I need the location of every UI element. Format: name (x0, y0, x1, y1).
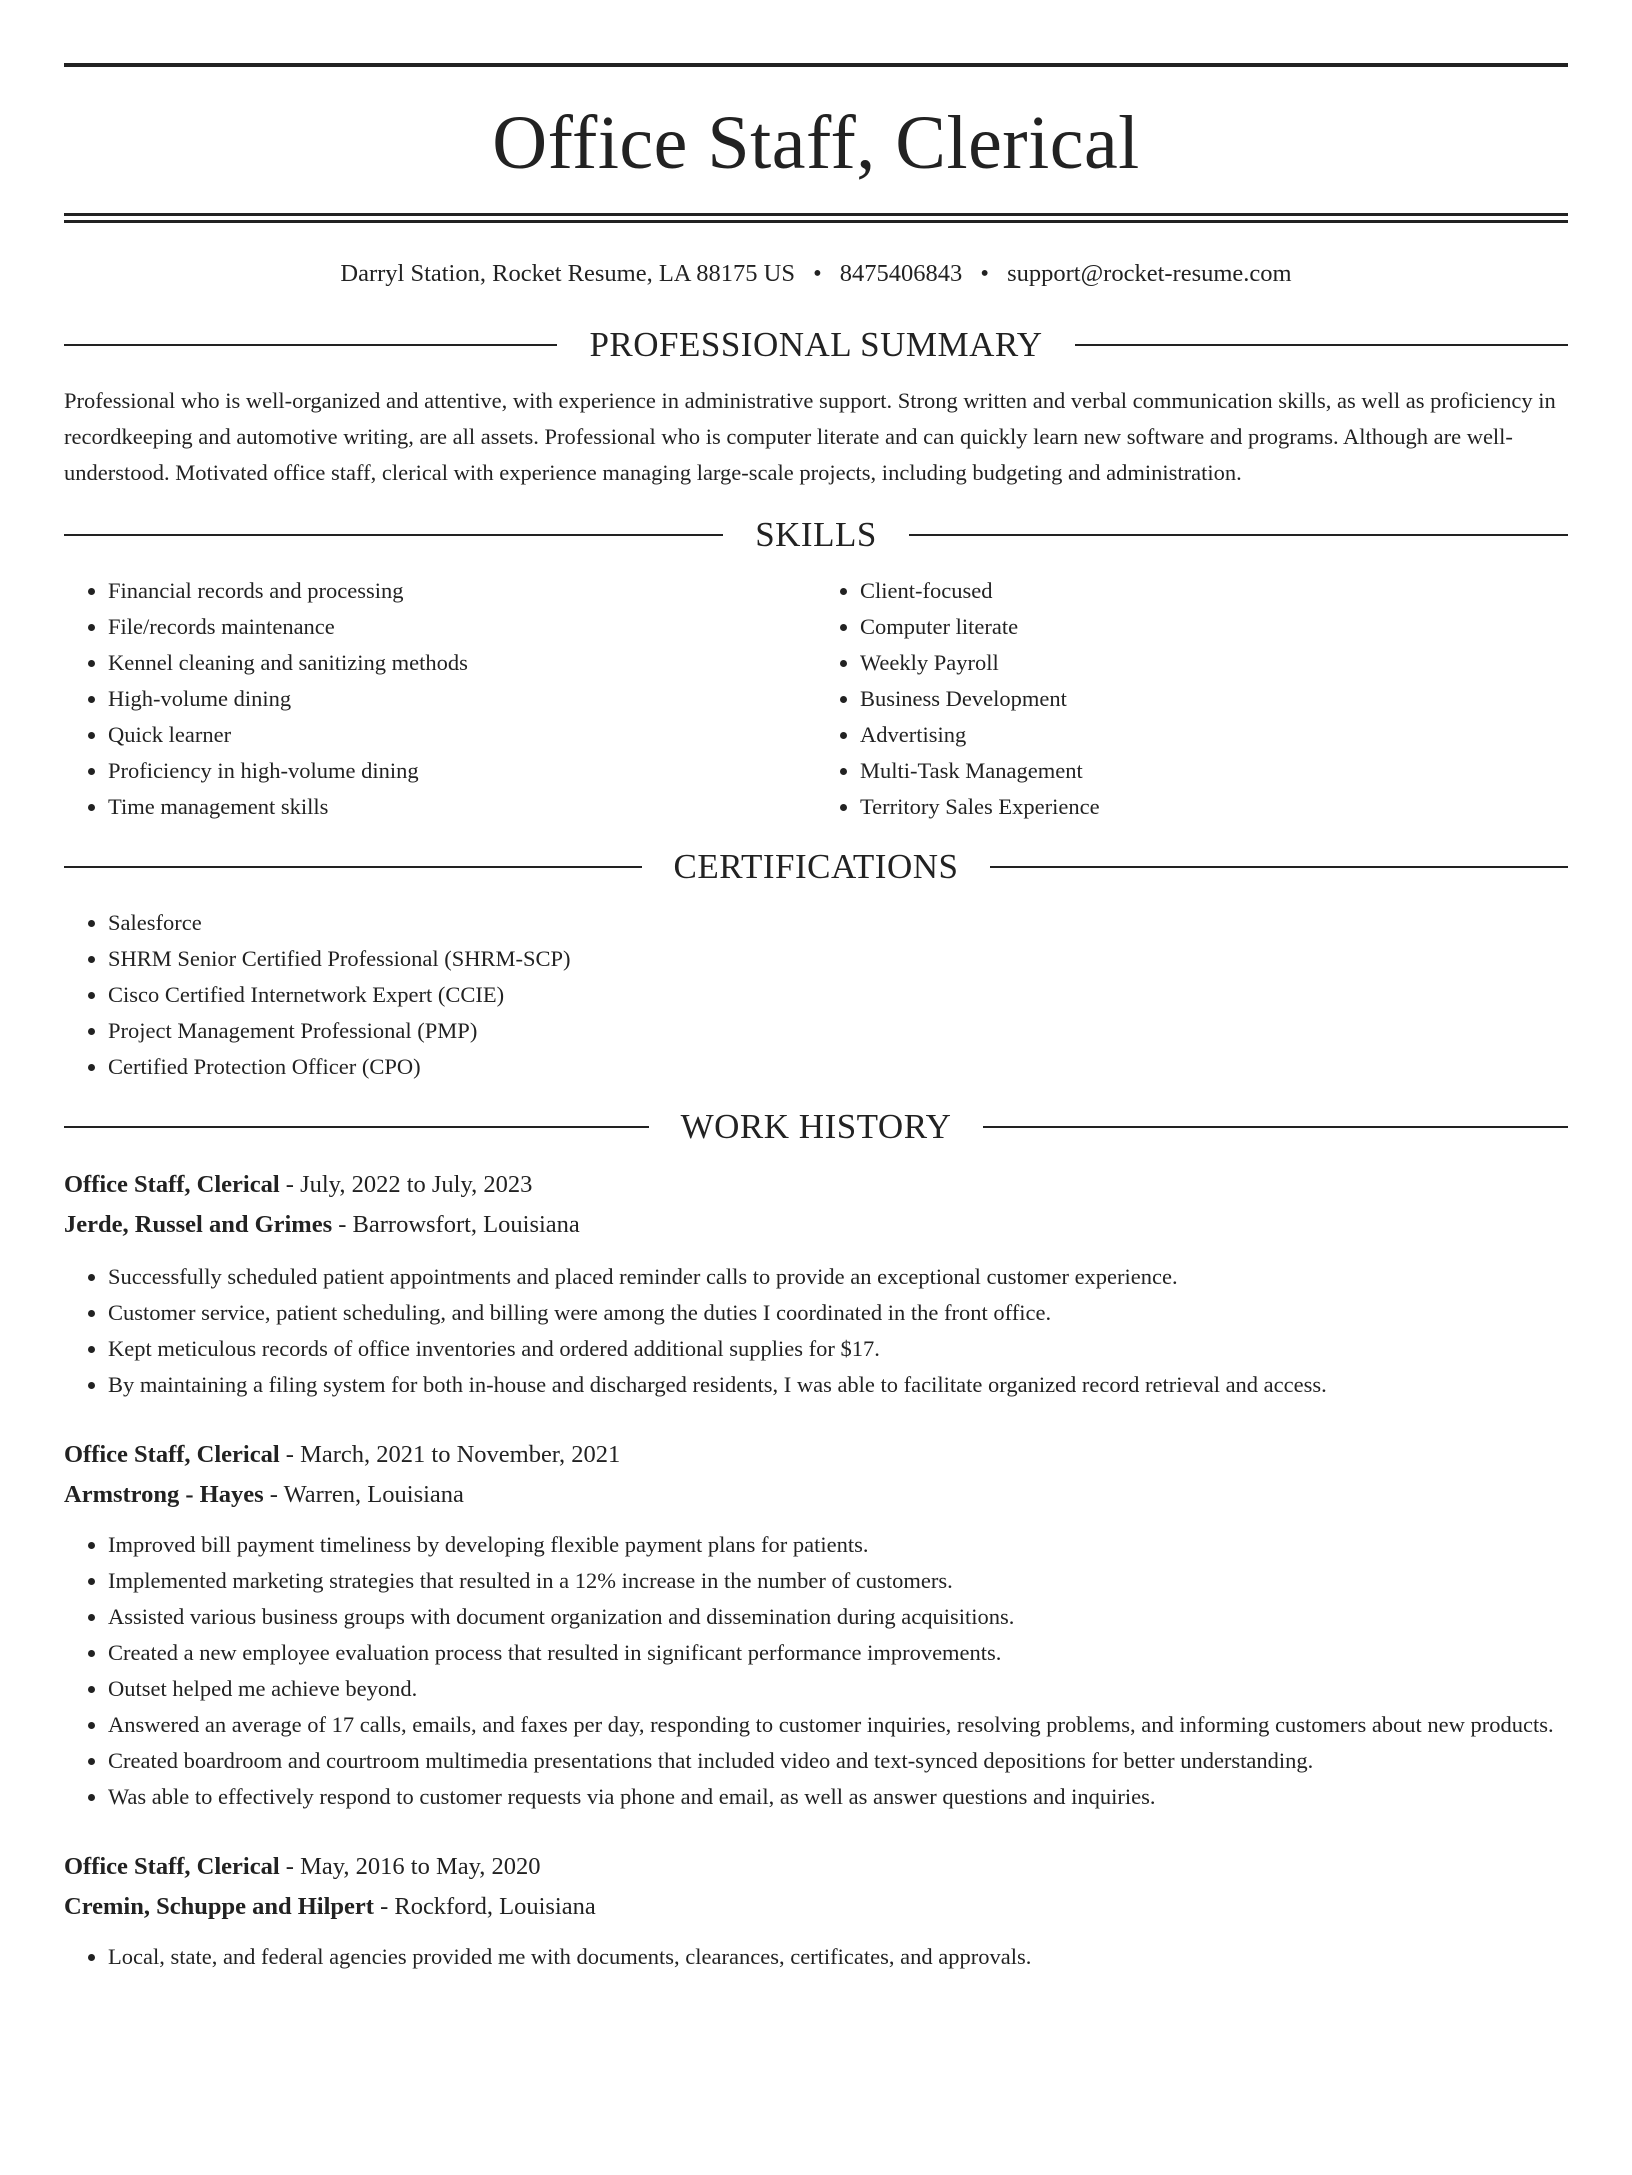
job-company-line (64, 1205, 1568, 1245)
heading-rule (983, 1126, 1568, 1128)
job-title-line (64, 1435, 1568, 1475)
job-bullet: • Kept meticulous records of office inventories and ordered additional supplies for $17. (108, 1331, 1568, 1367)
job-bullet: • Outset helped me achieve beyond. (108, 1671, 1568, 1707)
certifications-title: CERTIFICATIONS (673, 847, 959, 886)
contact-line (64, 259, 1568, 289)
job-bullet: • Answered an average of 17 calls, emails, and faxes per day, responding to customer inquiries, resolving problems, and informing customers about new products. (108, 1707, 1568, 1743)
contact-address: Darryl Station, Rocket Resume, LA 88175 US (340, 260, 795, 287)
skills-list-left (64, 573, 816, 825)
job-bullet: • Successfully scheduled patient appointments and placed reminder calls to provide an exceptional customer experience. (108, 1259, 1568, 1295)
job-location: - Warren, Louisiana (263, 1481, 464, 1508)
job-entry (64, 1165, 1568, 1403)
job-company: Jerde, Russel and Grimes (64, 1211, 333, 1238)
heading-rule (64, 866, 642, 868)
summary-text: Professional who is well-organized and attentive, with experience in administrative support. Strong written and verbal communication skills, as well as proficiency in recordkeeping and automotive writing, are all assets. Professional who is computer literate and can quickly learn new software and programs. Although are well-understood. Motivated office staff, clerical with experience managing large-scale projects, including budgeting and administration. (64, 388, 1556, 485)
job-location: - Barrowsfort, Louisiana (332, 1211, 580, 1238)
job-title: Office Staff, Clerical (64, 1171, 280, 1198)
heading-rule (64, 534, 723, 536)
job-bullets (64, 1259, 1568, 1403)
certifications-heading (64, 845, 1568, 889)
job-dates: - July, 2022 to July, 2023 (279, 1171, 533, 1198)
job-title: Office Staff, Clerical (64, 1853, 280, 1880)
job-bullet: • Improved bill payment timeliness by developing flexible payment plans for patients. (108, 1527, 1568, 1563)
job-bullets (64, 1527, 1568, 1815)
skill-item: • Advertising (860, 717, 1568, 753)
job-bullet: • Created boardroom and courtroom multimedia presentations that included video and text-synced depositions for better understanding. (108, 1743, 1568, 1779)
double-rule (64, 213, 1568, 223)
job-entry (64, 1847, 1568, 1975)
skill-item: • Multi-Task Management (860, 753, 1568, 789)
skills-title: SKILLS (755, 515, 877, 554)
job-bullet: • By maintaining a filing system for both in-house and discharged residents, I was able to facilitate organized record retrieval and access. (108, 1367, 1568, 1403)
skill-item: • Weekly Payroll (860, 645, 1568, 681)
heading-rule (64, 1126, 649, 1128)
job-dates: - May, 2016 to May, 2020 (279, 1853, 541, 1880)
certification-item: • Cisco Certified Internetwork Expert (CCIE) (108, 977, 1568, 1013)
job-entry (64, 1435, 1568, 1815)
skill-item: • File/records maintenance (108, 609, 816, 645)
certifications-list (64, 905, 1568, 1085)
skills-columns (64, 573, 1568, 825)
certification-item: • Project Management Professional (PMP) (108, 1013, 1568, 1049)
summary-title: PROFESSIONAL SUMMARY (589, 325, 1043, 364)
job-company-line (64, 1887, 1568, 1927)
job-company-line (64, 1475, 1568, 1515)
job-bullet: • Created a new employee evaluation process that resulted in significant performance improvements. (108, 1635, 1568, 1671)
job-bullet: • Customer service, patient scheduling, and billing were among the duties I coordinated in the front office. (108, 1295, 1568, 1331)
skill-item: • Proficiency in high-volume dining (108, 753, 816, 789)
job-location: - Rockford, Louisiana (373, 1893, 596, 1920)
work-heading (64, 1105, 1568, 1149)
work-title: WORK HISTORY (680, 1107, 952, 1146)
certification-item: • Certified Protection Officer (CPO) (108, 1049, 1568, 1085)
job-bullets (64, 1939, 1568, 1975)
summary-heading (64, 323, 1568, 367)
job-bullet: • Local, state, and federal agencies provided me with documents, clearances, certificates, and approvals. (108, 1939, 1568, 1975)
skill-item: • Computer literate (860, 609, 1568, 645)
skill-item: • Financial records and processing (108, 573, 816, 609)
heading-rule (1075, 344, 1568, 346)
certification-item: • Salesforce (108, 905, 1568, 941)
skill-item: • Territory Sales Experience (860, 789, 1568, 825)
contact-email: support@rocket-resume.com (1007, 260, 1292, 287)
job-company: Cremin, Schuppe and Hilpert (64, 1893, 374, 1920)
heading-rule (64, 344, 557, 346)
job-title: Office Staff, Clerical (64, 1441, 280, 1468)
heading-rule (990, 866, 1568, 868)
heading-rule (909, 534, 1568, 536)
skill-item: • Client-focused (860, 573, 1568, 609)
skill-item: • Business Development (860, 681, 1568, 717)
resume-page (0, 63, 1632, 2175)
skill-item: • Kennel cleaning and sanitizing methods (108, 645, 816, 681)
skill-item: • High-volume dining (108, 681, 816, 717)
skills-list-right (816, 573, 1568, 825)
job-company: Armstrong - Hayes (64, 1481, 264, 1508)
skill-item: • Quick learner (108, 717, 816, 753)
resume-name: Office Staff, Clerical (492, 101, 1140, 185)
skills-heading (64, 513, 1568, 557)
top-rule (64, 63, 1568, 67)
job-bullet: • Implemented marketing strategies that resulted in a 12% increase in the number of customers. (108, 1563, 1568, 1599)
job-bullet: • Was able to effectively respond to customer requests via phone and email, as well as answer questions and inquiries. (108, 1779, 1568, 1815)
job-bullet: • Assisted various business groups with document organization and dissemination during acquisitions. (108, 1599, 1568, 1635)
job-title-line (64, 1847, 1568, 1887)
certification-item: • SHRM Senior Certified Professional (SHRM-SCP) (108, 941, 1568, 977)
skill-item: • Time management skills (108, 789, 816, 825)
contact-separator: • (813, 260, 822, 287)
job-title-line (64, 1165, 1568, 1205)
contact-separator: • (980, 260, 989, 287)
job-dates: - March, 2021 to November, 2021 (279, 1441, 621, 1468)
contact-phone: 8475406843 (839, 260, 963, 287)
